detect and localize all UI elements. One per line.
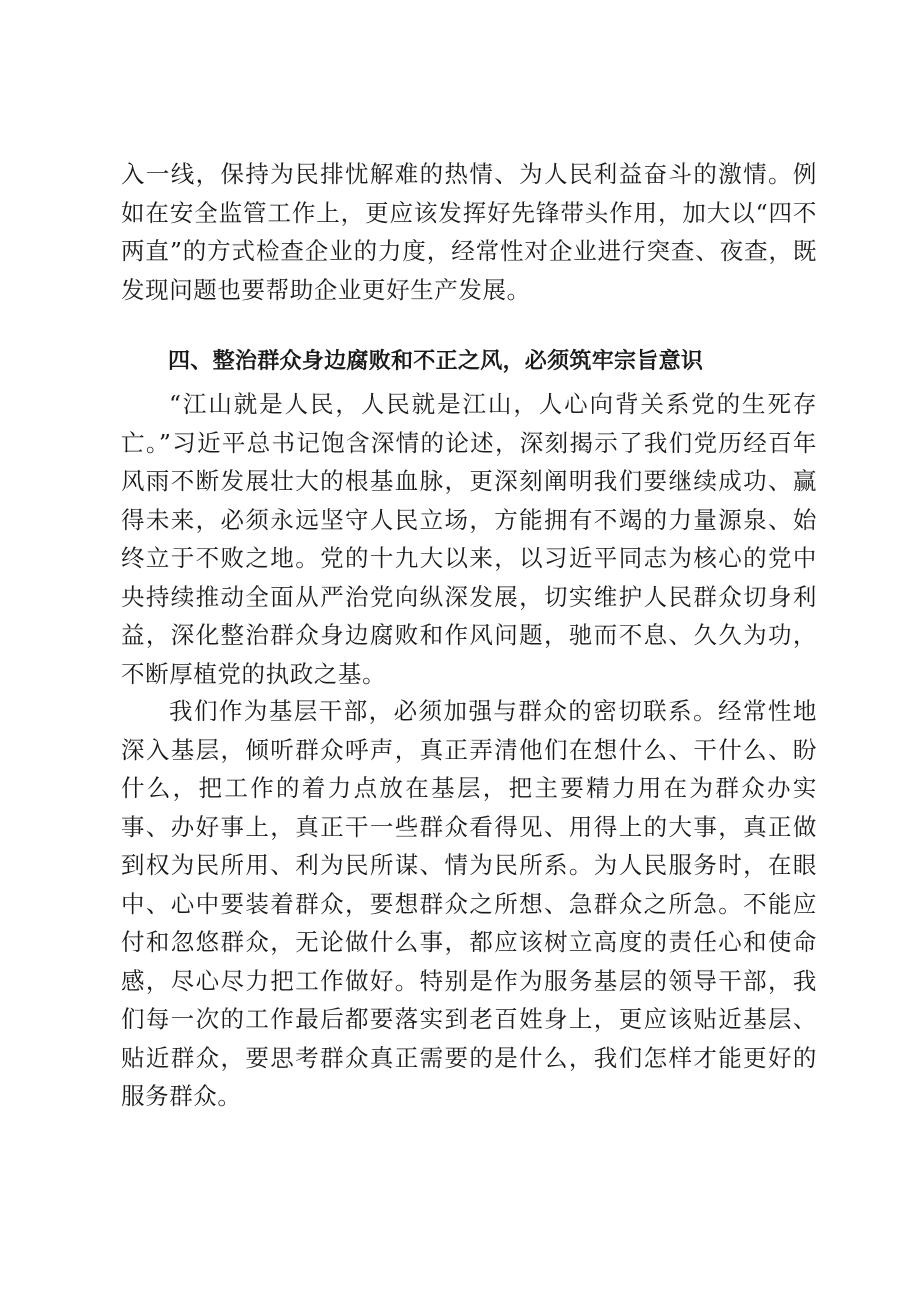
section-heading: 四、整治群众身边腐败和不正之风，必须筑牢宗旨意识	[168, 349, 704, 374]
paragraph-grassroots: 我们作为基层干部，必须加强与群众的密切联系。经常性地深入基层，倾听群众呼声，真正弄清他们在想什么、干什么、盼什么，把工作的着力点放在基层，把主要精力用在为群众办实事、办好事上，真正干一些群众看得见、用得上的大事，真正做到权为民所用、利为民所谋、情为民所系。为人民服务时，在眼中、心中要装着群众，要想群众之所想、急群众之所急。不能应付和忽悠群众，无论做什么事，都应该树立高度的责任心和使命感，尽心尽力把工作做好。特别是作为服务基层的领导干部，我们每一次的工作最后都要落实到老百姓身上，更应该贴近基层、贴近群众，要思考群众真正需要的是什么，我们怎样才能更好的服务群众。	[121, 697, 817, 1110]
paragraph-continuation: 入一线，保持为民排忧解难的热情、为人民利益奋斗的激情。例如在安全监管工作上，更应该发挥好先锋带头作用，加大以“四不两直”的方式检查企业的力度，经常性对企业进行突查、夜查，既发现问题也要帮助企业更好生产发展。	[121, 160, 817, 304]
paragraph-quote: “江山就是人民，人民就是江山，人心向背关系党的生死存亡。”习近平总书记饱含深情的论述，深刻揭示了我们党历经百年风雨不断发展壮大的根基血脉，更深刻阐明我们要继续成功、赢得未来，必须永远坚守人民立场，方能拥有不竭的力量源泉、始终立于不败之地。党的十九大以来，以习近平同志为核心的党中央持续推动全面从严治党向纵深发展，切实维护人民群众切身利益，深化整治群众身边腐败和作风问题，驰而不息、久久为功，不断厚植党的执政之基。	[121, 390, 817, 688]
